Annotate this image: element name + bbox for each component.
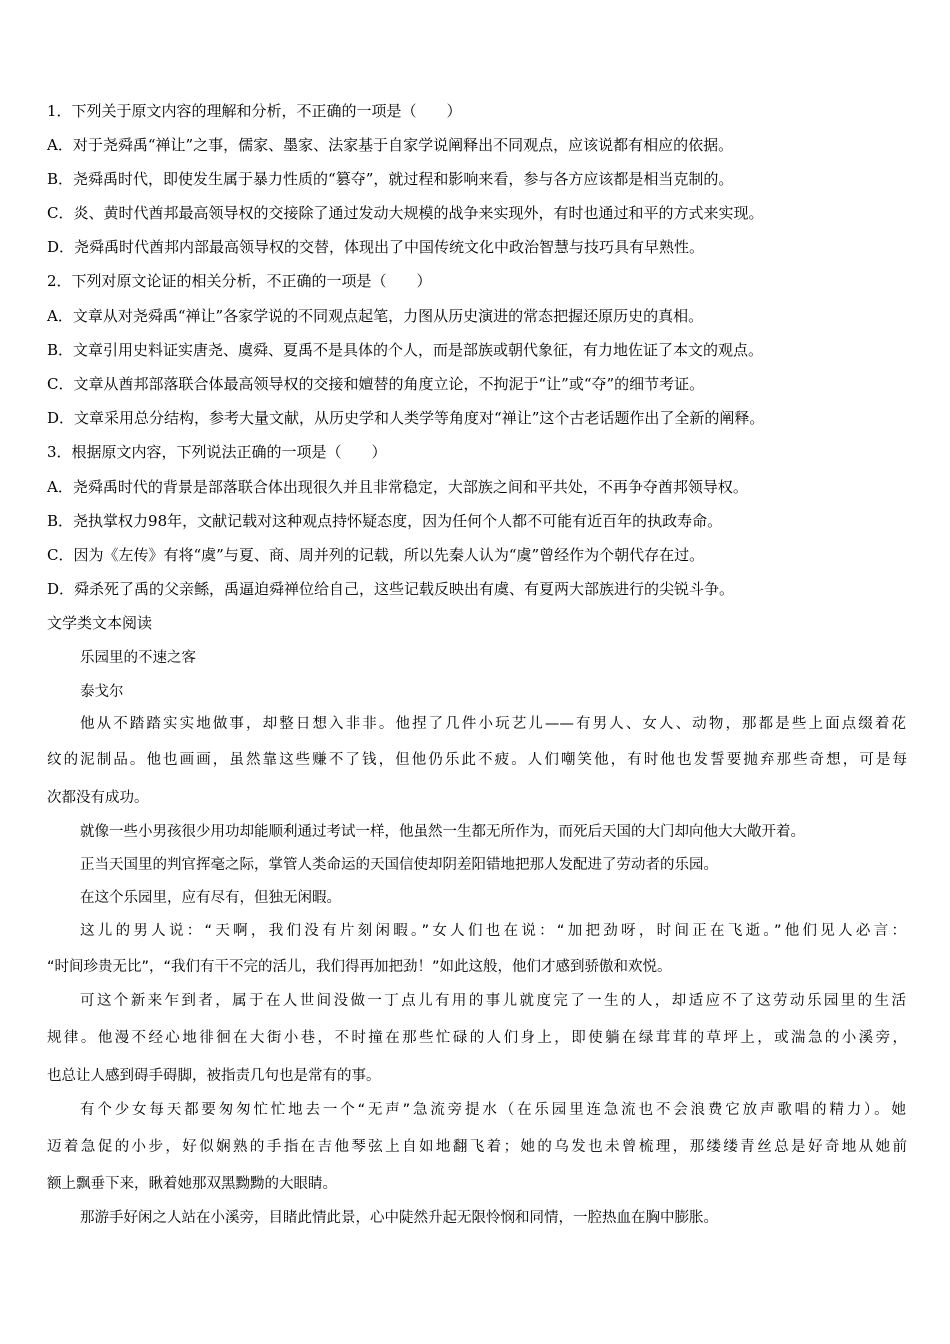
story-line: 额上飘垂下来，瞅着她那双黑黝黝的大眼睛。 bbox=[47, 1176, 337, 1192]
question-1-option-a: A．对于尧舜禹“禅让”之事，儒家、墨家、法家基于自家学说阐释出不同观点，应该说都有相应的依据。 bbox=[47, 136, 734, 154]
story-line: 那游手好闲之人站在小溪旁，目睹此情此景，心中陡然升起无限怜悯和同情，一腔热血在胸中膨胀。 bbox=[80, 1210, 718, 1226]
question-3-option-a: A．尧舜禹时代的背景是部落联合体出现很久并且非常稳定，大部族之间和平共处，不再争夺酋邦领导权。 bbox=[47, 478, 748, 496]
question-1-option-b: B．尧舜禹时代，即使发生属于暴力性质的“篡夺”，就过程和影响来看，参与各方应该都是相当克制的。 bbox=[47, 170, 734, 188]
story-line: 次都没有成功。 bbox=[47, 790, 149, 806]
question-1-stem: 1．下列关于原文内容的理解和分析，不正确的一项是（ ） bbox=[47, 102, 462, 120]
question-3-option-b: B．尧执掌权力98年，文献记载对这种观点持怀疑态度，因为任何个人都不可能有近百年的执政寿命。 bbox=[47, 512, 723, 530]
story-line: 正当天国里的判官挥毫之际，掌管人类命运的天国信使却阴差阳错地把那人发配进了劳动者的乐园。 bbox=[80, 857, 718, 873]
story-line: “时间珍贵无比”，“我们有干不完的活儿，我们得再加把劲！”如此这般，他们才感到骄傲和欢悦。 bbox=[47, 959, 672, 975]
story-author: 泰戈尔 bbox=[80, 684, 124, 700]
story-line: 有个少女每天都要匆匆忙忙地去一个“无声”急流旁提水（在乐园里连急流也不会浪费它放声歌唱的精力）。她 bbox=[80, 1102, 906, 1118]
question-1-option-d: D．尧舜禹时代酋邦内部最高领导权的交替，体现出了中国传统文化中政治智慧与技巧具有早熟性。 bbox=[47, 238, 705, 256]
question-2-option-b: B．文章引用史料证实唐尧、虞舜、夏禹不是具体的个人，而是部族或朝代象征，有力地佐证了本文的观点。 bbox=[47, 341, 764, 359]
question-2-option-a: A．文章从对尧舜禹“禅让”各家学说的不同观点起笔，力图从历史演进的常态把握还原历史的真相。 bbox=[47, 307, 704, 325]
question-2-stem: 2．下列对原文论证的相关分析，不正确的一项是（ ） bbox=[47, 272, 432, 290]
story-line: 在这个乐园里，应有尽有，但独无闲暇。 bbox=[80, 890, 341, 906]
section-heading: 文学类文本阅读 bbox=[47, 614, 153, 632]
question-3-option-c: C．因为《左传》有将“虞”与夏、商、周并列的记载，所以先秦人认为“虞”曾经作为个朝代存在过。 bbox=[47, 546, 705, 564]
story-line: 也总让人感到碍手碍脚，被指责几句也是常有的事。 bbox=[47, 1068, 381, 1084]
question-1-option-c: C．炎、黄时代酋邦最高领导权的交接除了通过发动大规模的战争来实现外，有时也通过和平的方式来实现。 bbox=[47, 204, 764, 222]
question-2-option-d: D．文章采用总分结构，参考大量文献，从历史学和人类学等角度对“禅让”这个古老话题作出了全新的阐释。 bbox=[47, 409, 765, 427]
story-title: 乐园里的不速之客 bbox=[80, 650, 196, 666]
story-line: 这儿的男人说：“天啊，我们没有片刻闲暇。”女人们也在说：“加把劲呀，时间正在飞逝。”他们见人必言： bbox=[80, 923, 906, 939]
question-3-stem: 3．根据原文内容，下列说法正确的一项是（ ） bbox=[47, 443, 387, 461]
story-line: 迈着急促的小步，好似娴熟的手指在吉他琴弦上自如地翻飞着；她的乌发也未曾梳理，那缕缕青丝总是好奇地从她前 bbox=[47, 1139, 907, 1155]
story-line: 就像一些小男孩很少用功却能顺利通过考试一样，他虽然一生都无所作为，而死后天国的大门却向他大大敞开着。 bbox=[80, 824, 805, 840]
story-line: 纹的泥制品。他也画画，虽然靠这些赚不了钱，但他仍乐此不疲。人们嘲笑他，有时他也发誓要抛弃那些奇想，可是每 bbox=[47, 752, 907, 768]
story-line: 规律。他漫不经心地徘徊在大街小巷，不时撞在那些忙碌的人们身上，即使躺在绿茸茸的草坪上，或湍急的小溪旁， bbox=[47, 1030, 907, 1046]
question-3-option-d: D．舜杀死了禹的父亲鲧，禹逼迫舜禅位给自己，这些记载反映出有虞、有夏两大部族进行的尖锐斗争。 bbox=[47, 580, 735, 598]
story-line: 他从不踏踏实实地做事，却整日想入非非。他捏了几件小玩艺儿——有男人、女人、动物，那都是些上面点缀着花 bbox=[80, 716, 906, 732]
question-2-option-c: C．文章从酋邦部落联合体最高领导权的交接和嬗替的角度立论，不拘泥于“让”或“夺”的细节考证。 bbox=[47, 375, 705, 393]
story-line: 可这个新来乍到者，属于在人世间没做一丁点儿有用的事儿就度完了一生的人，却适应不了这劳动乐园里的生活 bbox=[80, 993, 906, 1009]
